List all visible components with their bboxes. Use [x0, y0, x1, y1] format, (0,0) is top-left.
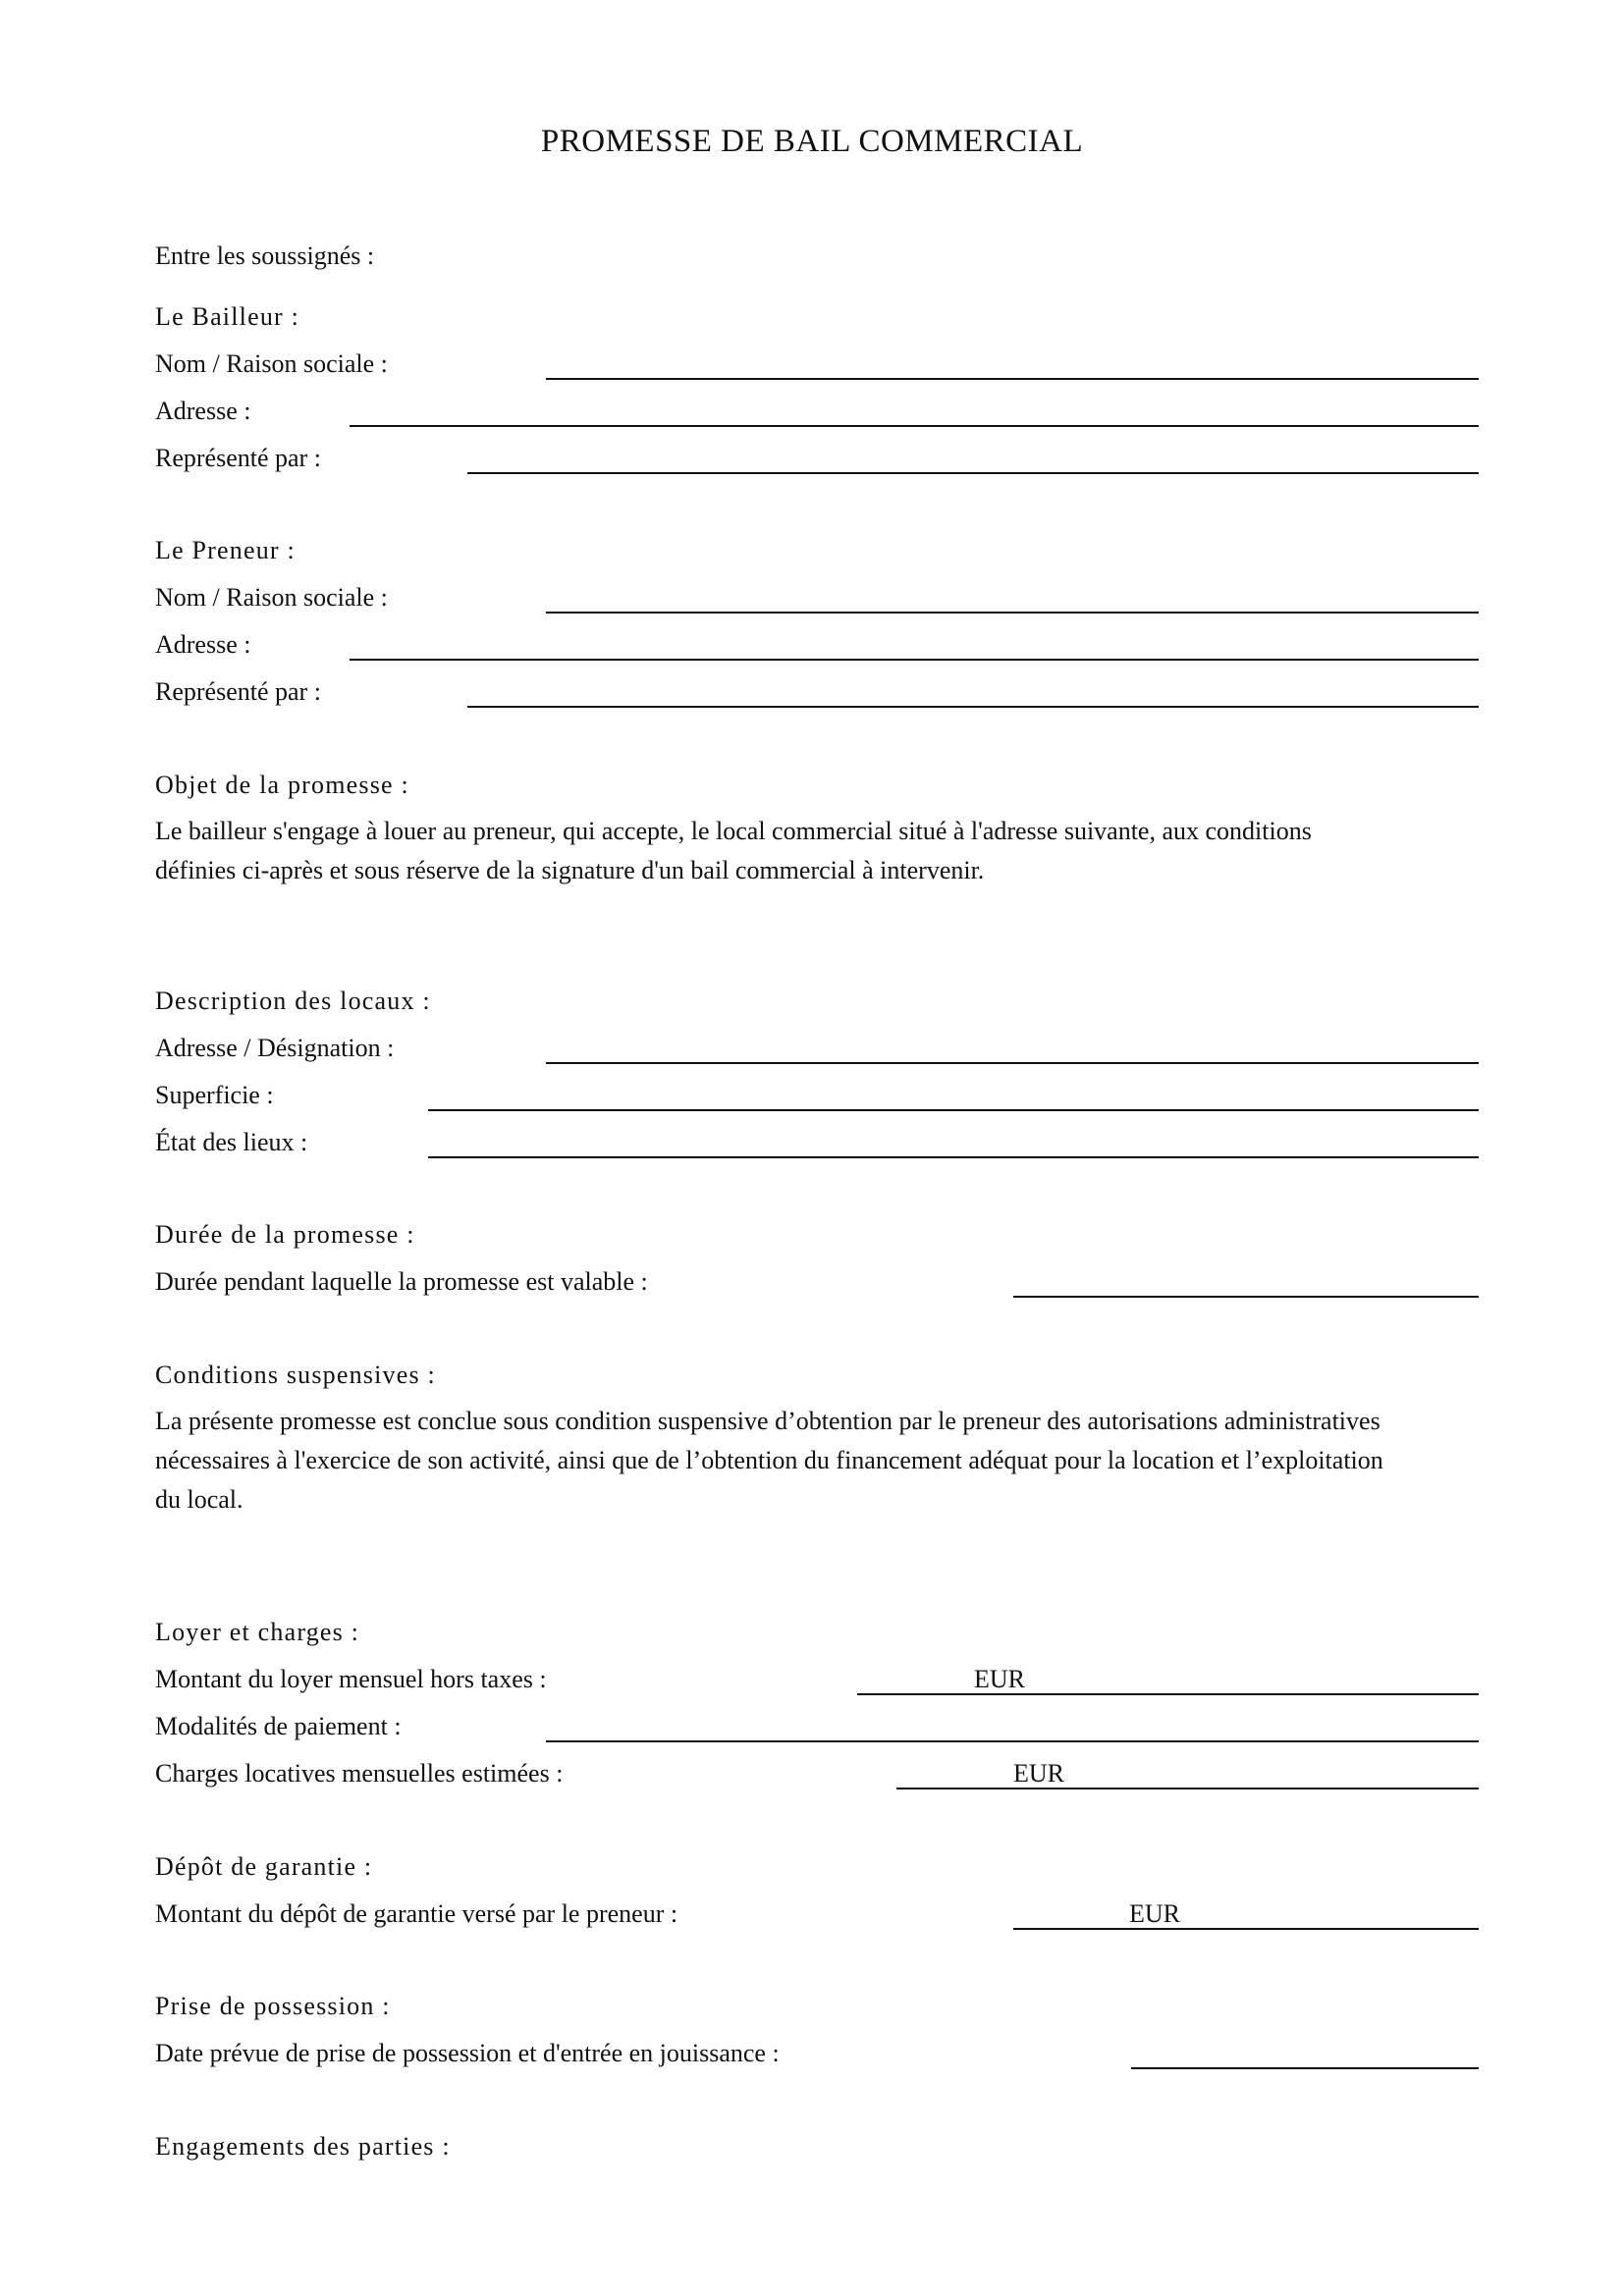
- depot-field[interactable]: [1013, 1928, 1479, 1930]
- possession-field[interactable]: [1131, 2067, 1479, 2069]
- depot-unit: EUR: [1129, 1899, 1180, 1928]
- conditions-line-2: nécessaires à l'exercice de son activité, ainsi que de l’obtention du financement adéquat pour la location et l’exploitation: [155, 1446, 1383, 1474]
- preneur-represente-label: Représenté par :: [155, 677, 321, 706]
- description-etat-field[interactable]: [428, 1156, 1479, 1158]
- engagements-heading: Engagements des parties :: [155, 2132, 451, 2161]
- description-etat-label: État des lieux :: [155, 1128, 308, 1156]
- depot-label: Montant du dépôt de garantie versé par le preneur :: [155, 1899, 678, 1928]
- loyer-charges-field[interactable]: [896, 1788, 1479, 1789]
- duree-field[interactable]: [1013, 1296, 1479, 1298]
- document-title: PROMESSE DE BAIL COMMERCIAL: [540, 124, 1084, 159]
- loyer-montant-unit: EUR: [974, 1665, 1025, 1693]
- loyer-charges-label: Charges locatives mensuelles estimées :: [155, 1759, 564, 1788]
- loyer-charges-unit: EUR: [1013, 1759, 1064, 1788]
- possession-heading: Prise de possession :: [155, 1992, 391, 2020]
- loyer-montant-label: Montant du loyer mensuel hors taxes :: [155, 1665, 547, 1693]
- objet-line-1: Le bailleur s'engage à louer au preneur, qui accepte, le local commercial situé à l'adresse suivante, aux conditions: [155, 817, 1312, 845]
- bailleur-adresse-label: Adresse :: [155, 397, 251, 425]
- intro-text: Entre les soussignés :: [155, 241, 375, 270]
- description-adresse-label: Adresse / Désignation :: [155, 1034, 395, 1062]
- loyer-modalites-label: Modalités de paiement :: [155, 1712, 402, 1740]
- preneur-heading: Le Preneur :: [155, 536, 296, 564]
- description-adresse-field[interactable]: [546, 1062, 1479, 1064]
- description-superficie-field[interactable]: [428, 1109, 1479, 1111]
- duree-label: Durée pendant laquelle la promesse est valable :: [155, 1267, 648, 1296]
- preneur-represente-field[interactable]: [467, 706, 1479, 708]
- objet-heading: Objet de la promesse :: [155, 771, 409, 799]
- preneur-adresse-label: Adresse :: [155, 630, 251, 659]
- description-heading: Description des locaux :: [155, 987, 431, 1015]
- conditions-line-1: La présente promesse est conclue sous condition suspensive d’obtention par le preneur des autorisations administratives: [155, 1407, 1380, 1435]
- bailleur-represente-label: Représenté par :: [155, 444, 321, 472]
- conditions-line-3: du local.: [155, 1485, 244, 1514]
- description-superficie-label: Superficie :: [155, 1081, 274, 1109]
- bailleur-nom-label: Nom / Raison sociale :: [155, 349, 388, 378]
- preneur-adresse-field[interactable]: [350, 659, 1479, 661]
- bailleur-adresse-field[interactable]: [350, 425, 1479, 427]
- bailleur-heading: Le Bailleur :: [155, 302, 299, 331]
- loyer-heading: Loyer et charges :: [155, 1618, 360, 1646]
- bailleur-represente-field[interactable]: [467, 472, 1479, 474]
- preneur-nom-field[interactable]: [546, 612, 1479, 614]
- duree-heading: Durée de la promesse :: [155, 1220, 415, 1249]
- objet-line-2: définies ci-après et sous réserve de la signature d'un bail commercial à intervenir.: [155, 856, 985, 884]
- conditions-heading: Conditions suspensives :: [155, 1361, 436, 1389]
- loyer-montant-field[interactable]: [857, 1693, 1479, 1695]
- possession-label: Date prévue de prise de possession et d'entrée en jouissance :: [155, 2039, 780, 2067]
- bailleur-nom-field[interactable]: [546, 378, 1479, 380]
- depot-heading: Dépôt de garantie :: [155, 1852, 373, 1881]
- preneur-nom-label: Nom / Raison sociale :: [155, 583, 388, 612]
- loyer-modalites-field[interactable]: [546, 1740, 1479, 1742]
